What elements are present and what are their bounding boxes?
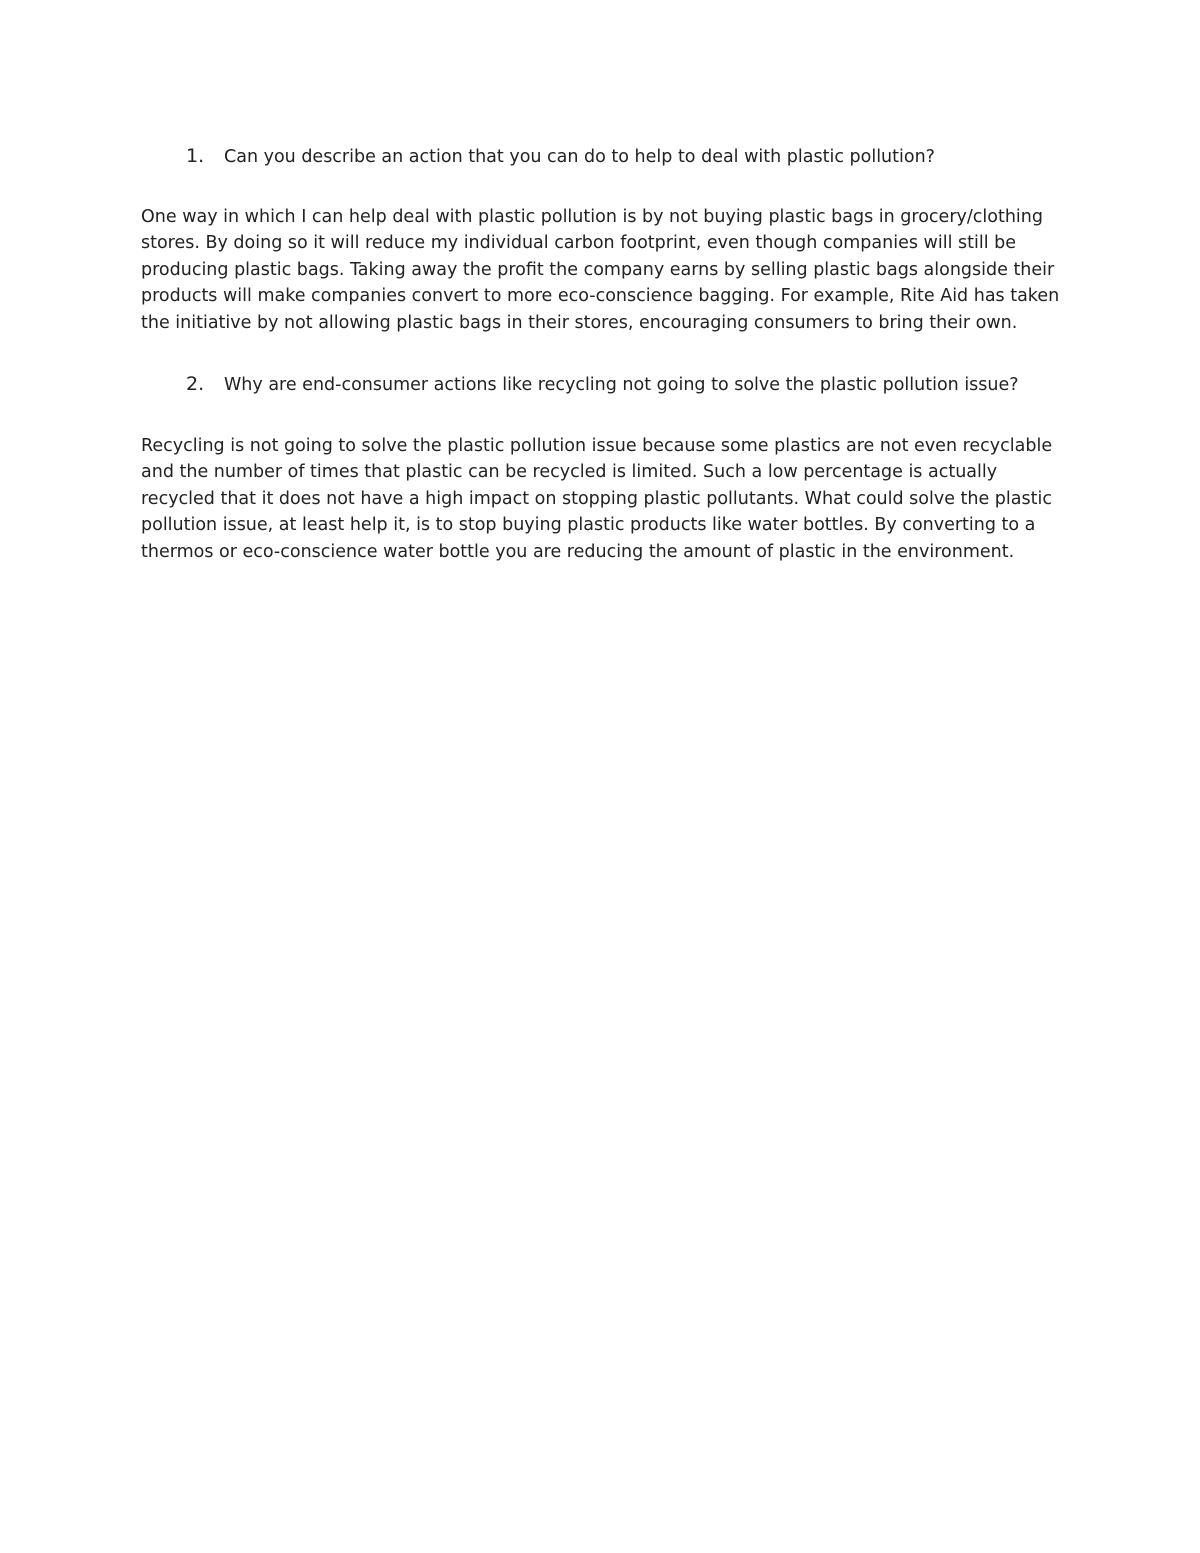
answer-line: pollution issue, at least help it, is to stop buying plastic products like water bottles. By converting to a	[141, 515, 1036, 536]
question-1	[186, 143, 1086, 170]
answer-line: One way in which I can help deal with plastic pollution is by not buying plastic bags in grocery/clothing	[141, 207, 1043, 227]
question-text: Can you describe an action that you can do to help to deal with plastic pollution?	[224, 147, 935, 167]
answer-line: stores. By doing so it will reduce my individual carbon footprint, even though companies will still be	[141, 233, 1017, 254]
question-number: 1.	[186, 145, 205, 167]
question-number: 2.	[186, 373, 205, 395]
answer-2	[141, 433, 1056, 565]
answer-line: recycled that it does not have a high impact on stopping plastic pollutants. What could solve the plastic	[141, 488, 1052, 509]
answer-line: thermos or eco-conscience water bottle you are reducing the amount of plastic in the environment.	[141, 541, 1015, 562]
answer-line: products will make companies convert to more eco-conscience bagging. For example, Rite Aid has taken	[141, 286, 1060, 307]
question-text: Why are end-consumer actions like recycling not going to solve the plastic pollution issue?	[224, 375, 1019, 395]
answer-1	[141, 204, 1060, 336]
answer-line: Recycling is not going to solve the plastic pollution issue because some plastics are not even recyclable	[141, 436, 1053, 456]
answer-line: and the number of times that plastic can be recycled is limited. Such a low percentage is actually	[141, 462, 998, 483]
answer-line: producing plastic bags. Taking away the profit the company earns by selling plastic bags alongside their	[141, 259, 1055, 280]
question-2	[186, 371, 1086, 398]
answer-line: the initiative by not allowing plastic bags in their stores, encouraging consumers to bring their own.	[141, 312, 1018, 333]
